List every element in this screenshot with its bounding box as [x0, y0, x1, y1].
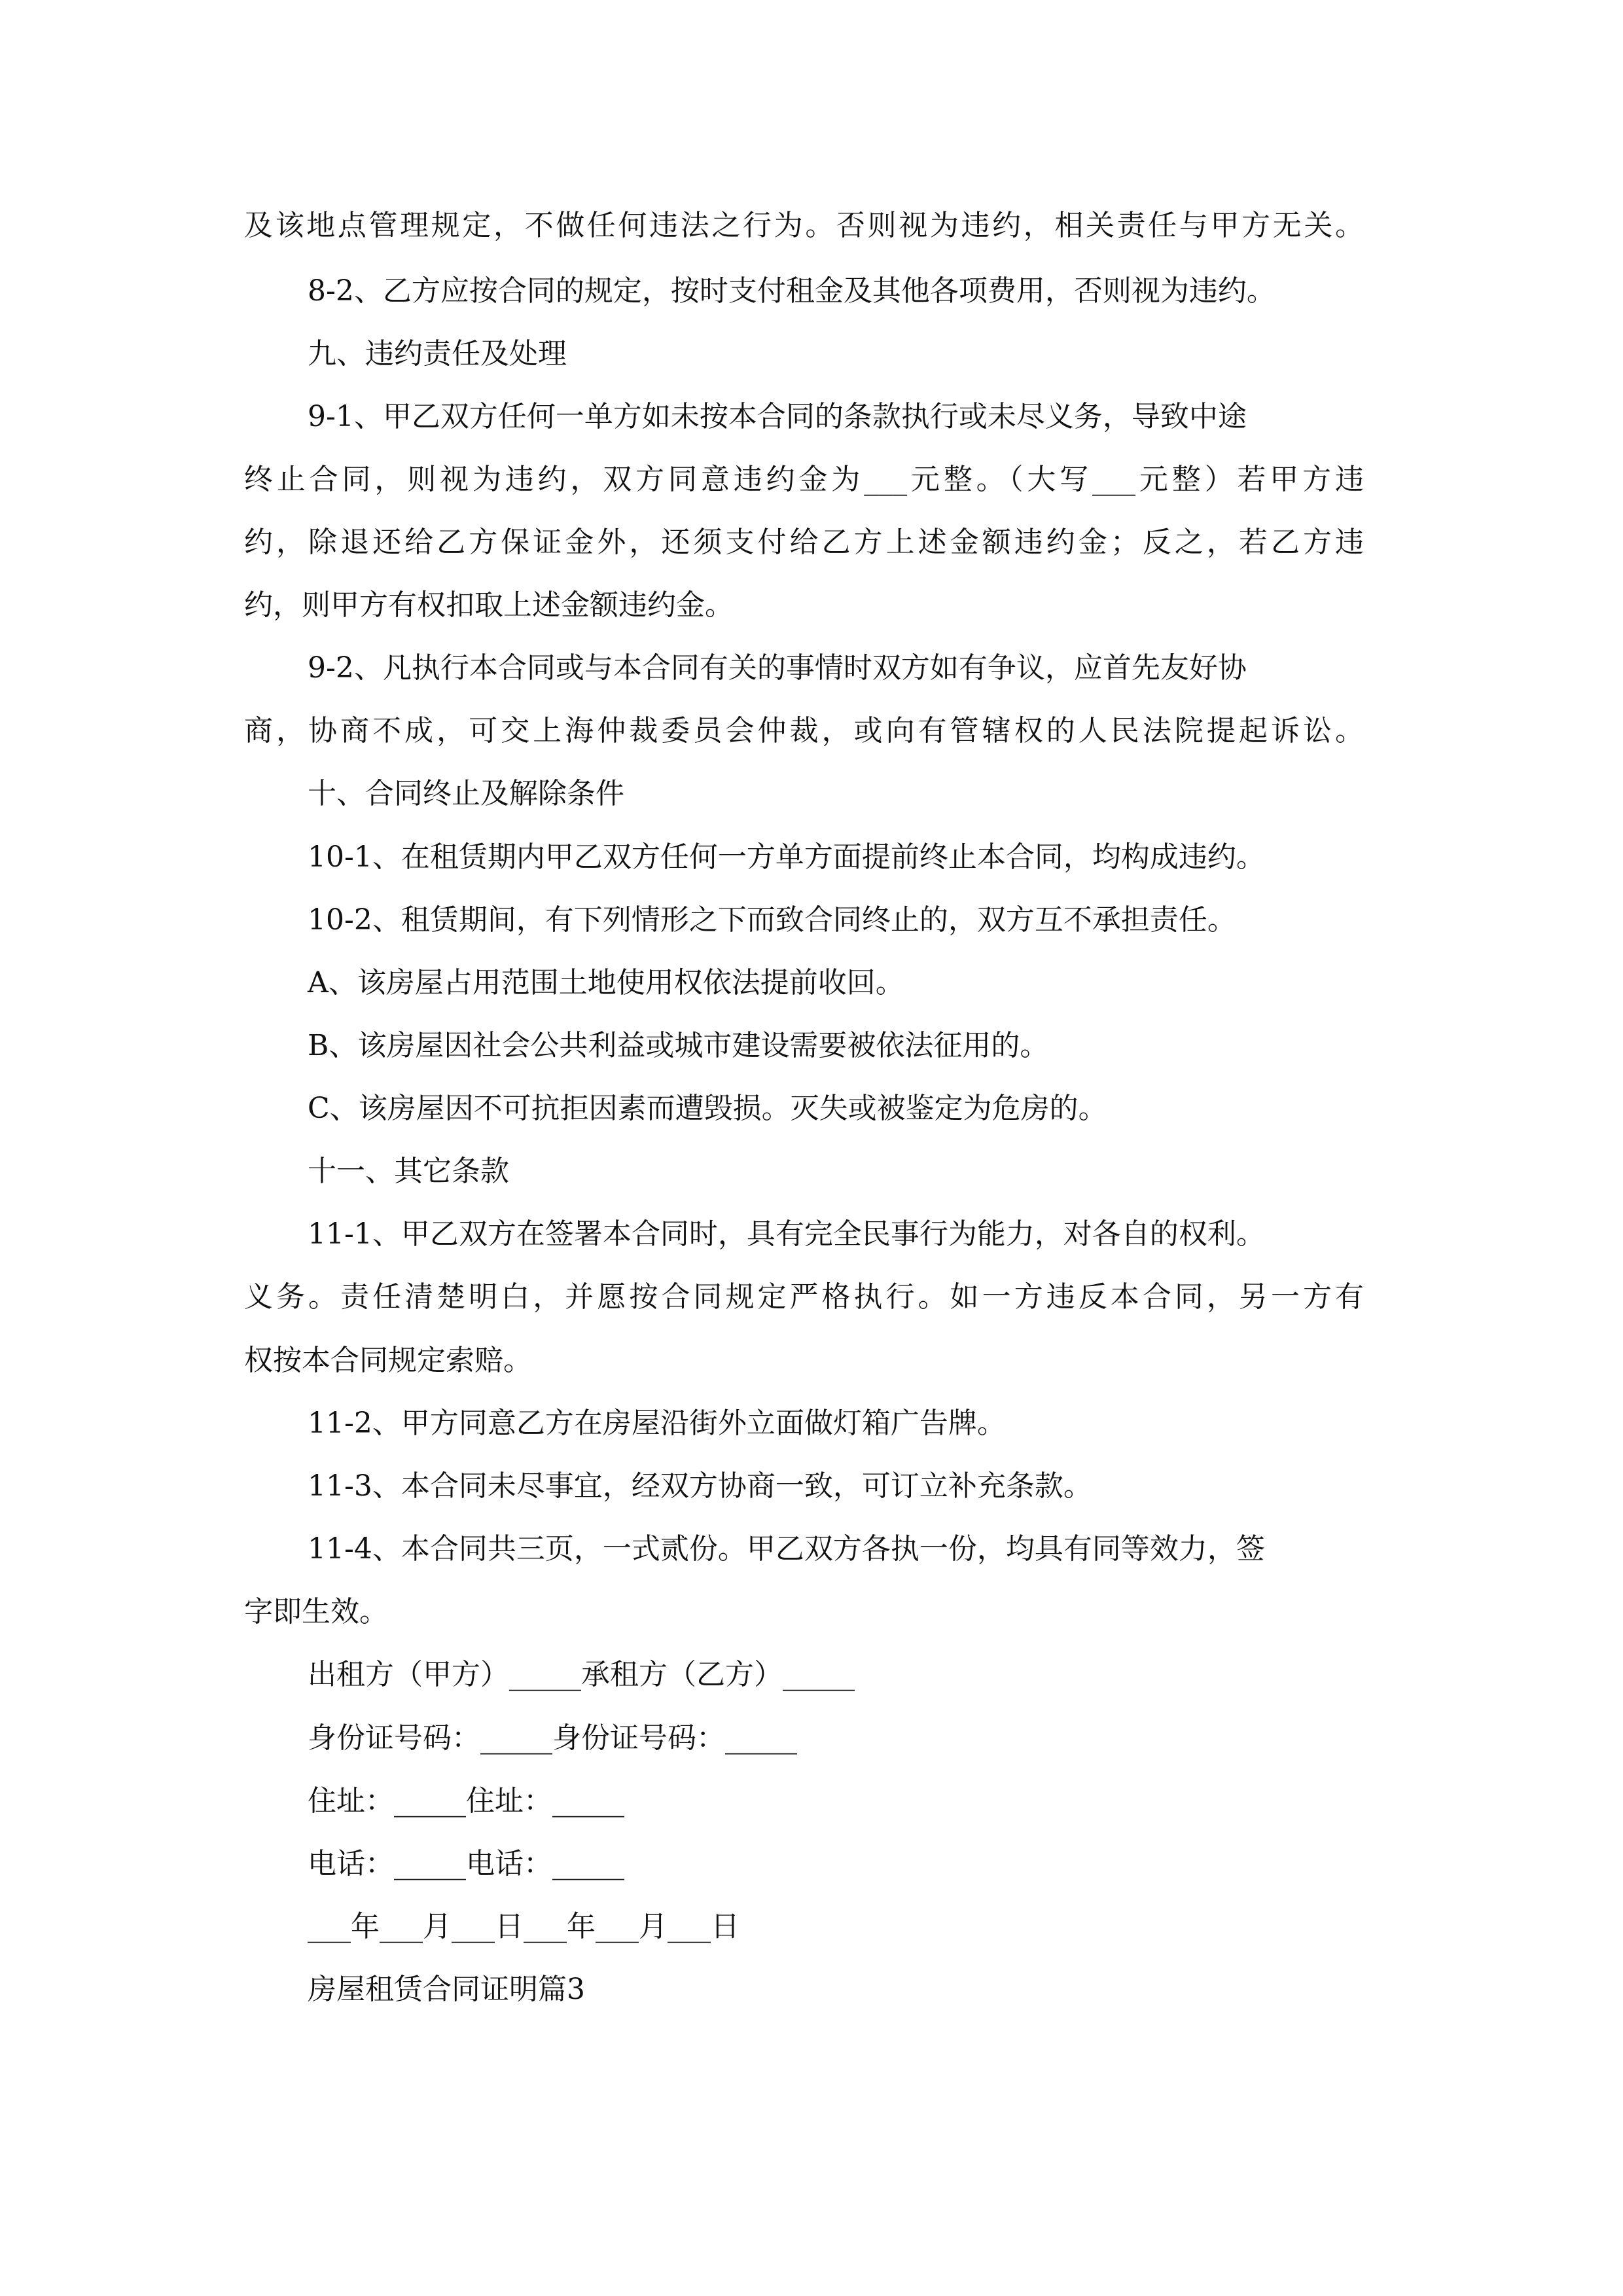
- next-section-title: 房屋租赁合同证明篇3: [308, 1973, 585, 2006]
- item-c: C、该房屋因不可抗拒因素而遭毁损。灭失或被鉴定为危房的。: [308, 1092, 1107, 1125]
- clause-10-1: 10-1、在租赁期内甲乙双方任何一方单方面提前终止本合同，均构成违约。: [308, 840, 1265, 874]
- clause-11-3: 11-3、本合同未尽事宜，经双方协商一致，可订立补充条款。: [308, 1469, 1092, 1503]
- clause-9-1: 9-1、甲乙双方任何一单方如未按本合同的条款执行或未尽义务，导致中途: [308, 400, 1247, 433]
- paragraph-line-5: 终止合同，则视为违约，双方同意违约金为___元整。（大写___元整）若甲方违: [244, 463, 1364, 496]
- paragraph-line-18: 义务。责任清楚明白，并愿按合同规定严格执行。如一方违反本合同，另一方有: [244, 1280, 1364, 1314]
- clause-11-4: 11-4、本合同共三页，一式贰份。甲乙双方各执一份，均具有同等效力，签: [308, 1532, 1265, 1566]
- clause-8-2: 8-2、乙方应按合同的规定，按时支付租金及其他各项费用，否则视为违约。: [308, 274, 1275, 308]
- clause-10-2: 10-2、租赁期间，有下列情形之下而致合同终止的，双方互不承担责任。: [308, 903, 1236, 937]
- section-heading-11: 十一、其它条款: [308, 1155, 509, 1188]
- signature-id-numbers: 身份证号码：_____身份证号码：_____: [308, 1721, 797, 1755]
- paragraph-line-9: 商，协商不成，可交上海仲裁委员会仲裁，或向有管辖权的人民法院提起诉讼。: [244, 714, 1364, 747]
- signature-phones: 电话：_____电话：_____: [308, 1847, 624, 1880]
- paragraph-line-6: 约，除退还给乙方保证金外，还须支付给乙方上述金额违约金；反之，若乙方违: [244, 526, 1364, 559]
- paragraph-line-7: 约，则甲方有权扣取上述金额违约金。: [244, 588, 734, 622]
- clause-9-2: 9-2、凡执行本合同或与本合同有关的事情时双方如有争议，应首先友好协: [308, 651, 1247, 685]
- signature-addresses: 住址：_____住址：_____: [308, 1784, 624, 1818]
- clause-11-1: 11-1、甲乙双方在签署本合同时，具有完全民事行为能力，对各自的权利。: [308, 1217, 1265, 1251]
- paragraph-line-23: 字即生效。: [244, 1595, 388, 1628]
- item-b: B、该房屋因社会公共利益或城市建设需要被依法征用的。: [308, 1029, 1049, 1062]
- paragraph-line-1: 及该地点管理规定，不做任何违法之行为。否则视为违约，相关责任与甲方无关。: [244, 209, 1364, 242]
- signature-dates: ___年___月___日___年___月___日: [308, 1910, 740, 1943]
- section-heading-9: 九、违约责任及处理: [308, 337, 567, 370]
- item-a: A、该房屋占用范围土地使用权依法提前收回。: [308, 966, 904, 999]
- paragraph-line-19: 权按本合同规定索赔。: [244, 1344, 532, 1377]
- section-heading-10: 十、合同终止及解除条件: [308, 777, 624, 810]
- signature-parties: 出租方（甲方）_____承租方（乙方）_____: [308, 1658, 855, 1691]
- clause-11-2: 11-2、甲方同意乙方在房屋沿街外立面做灯箱广告牌。: [308, 1407, 1006, 1440]
